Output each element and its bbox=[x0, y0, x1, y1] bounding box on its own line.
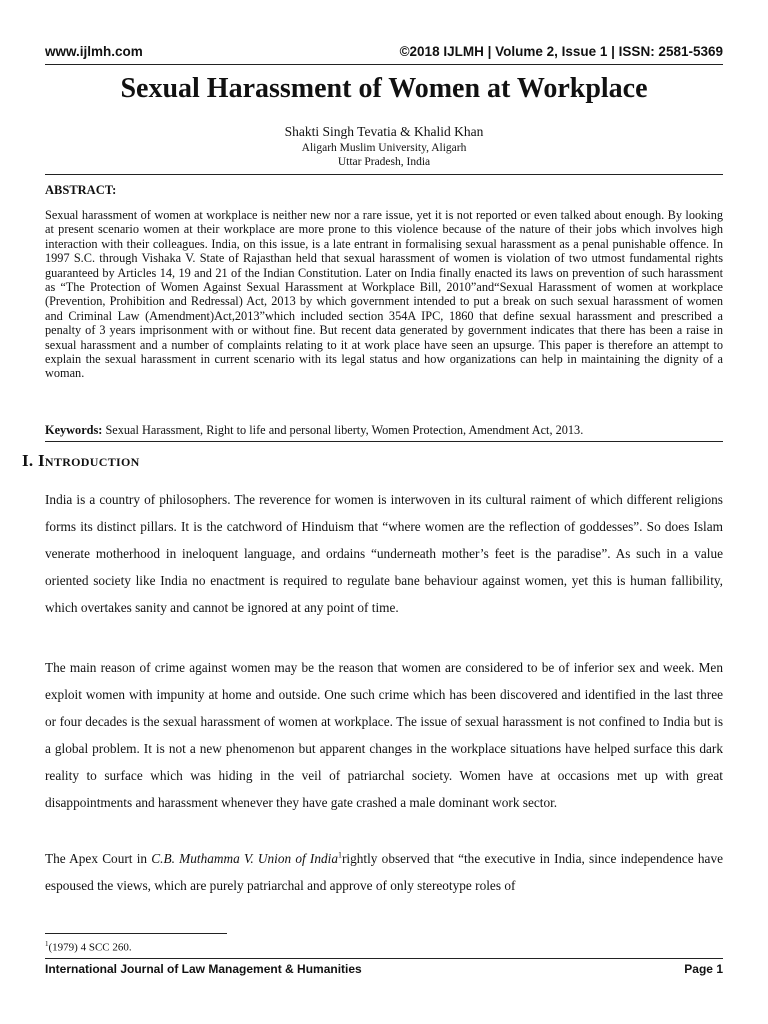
paper-authors: Shakti Singh Tevatia & Khalid Khan bbox=[284, 124, 484, 139]
abstract-bottom-rule bbox=[45, 441, 723, 442]
para3-lead: The Apex Court in bbox=[45, 851, 152, 866]
abstract-top-rule bbox=[45, 174, 723, 175]
journal-name: International Journal of Law Management & Humanities bbox=[45, 962, 362, 976]
body-paragraph-1: India is a country of philosophers. The reverence for women is interwoven in its cultural raiment of which different religions forms its distinct pillars. It is the catchword of Hinduism that “where women are the reflection of goddesses”. So does Islam venerate motherhood in ineloquent language, and ordains “underneath mother’s feet is the paradise”. As such in a value oriented society like India no enactment is required to regulate bane behaviour against women, yet this is human fallibility, which overtakes sanity and cannot be ignored at any point of time. bbox=[45, 492, 723, 615]
abstract-body: Sexual harassment of women at workplace is neither new nor a rare issue, yet it is not reported or even talked about enough. By looking at present scenario women at their workplace are more prone to this violence because of the nature of their jobs which involves high interaction with their colleagues. India, on this issue, is a late entrant in formalising sexual harassment as a penal punishable offence. In 1997 S.C. through Vishaka V. State of Rajasthan held that sexual harassment of women is violation of two utmost fundamental rights guaranteed by Articles 14, 19 and 21 of the Indian Constitution. Later on India finally enacted its laws on prevention of such harassment as “The Protection of Women Against Sexual Harassment at Workplace Bill, 2010”and“Sexual Harassment of women at workplace (Prevention, Prohibition and Redressal) Act, 2013 by which government intended to put a break on such sexual harassment of women and Criminal Law (Amendment)Act,2013”which included section 354A IPC, 1860 that define sexual harassment and prescribed a penalty of 3 years imprisonment with or without fine. But recent data generated by government indicates that there has been a raise in sexual harassment and a number of complaints relating to it at work place have seen an upsurge. This paper is therefore an attempt to explain the sexual harassment in current scenario with its legal status and how organizations can help in maintaining the dignity of a woman. bbox=[45, 208, 723, 381]
running-header bbox=[45, 44, 723, 64]
footnote-reference[interactable]: 1 bbox=[338, 850, 342, 860]
running-footer bbox=[45, 962, 723, 980]
keywords-label: Keywords: bbox=[45, 423, 103, 437]
issue-info: ©2018 IJLMH | Volume 2, Issue 1 | ISSN: 2581-5369 bbox=[399, 44, 723, 59]
footnote-rule bbox=[45, 933, 227, 934]
footer-rule bbox=[45, 958, 723, 959]
keywords-line bbox=[45, 423, 723, 437]
keywords-list: Sexual Harassment, Right to life and personal liberty, Women Protection, Amendment Act, 2013. bbox=[102, 423, 584, 437]
footnote-marker: 1 bbox=[45, 940, 49, 948]
section-heading-introduction: I. Introduction bbox=[22, 451, 140, 470]
author-affiliation-university: Aligarh Muslim University, Aligarh bbox=[301, 142, 467, 154]
header-rule bbox=[45, 64, 723, 65]
paper-title: Sexual Harassment of Women at Workplace bbox=[120, 73, 648, 104]
author-affiliation-location: Uttar Pradesh, India bbox=[337, 156, 431, 168]
body-paragraph-2: The main reason of crime against women may be the reason that women are considered to be of inferior sex and week. Men exploit women with impunity at home and outside. One such crime which has been discovered and identified in the last three or four decades is the sexual harassment of women at workplace. The issue of sexual harassment is not confined to India but is a global problem. It is not a new phenomenon but apparent changes in the workplace situations have helped surface this dark reality to surface which was hiding in the veil of patriarchal society. Women have at occasions met up with great disappointments and harassment whenever they have gate crashed a male dominant work sector. bbox=[45, 660, 723, 810]
journal-website: www.ijlmh.com bbox=[45, 44, 143, 59]
case-citation: C.B. Muthamma V. Union of India bbox=[151, 851, 338, 866]
para3-text: rightly observed that “the executive in India, since independence have espoused the views, which are purely patriarchal and approve of only stereotype roles of bbox=[45, 851, 724, 893]
body-paragraph-3 bbox=[45, 845, 723, 899]
page-number: Page 1 bbox=[684, 962, 723, 976]
abstract-heading: ABSTRACT: bbox=[45, 183, 117, 197]
footnote-1 bbox=[45, 937, 132, 955]
footnote-text: (1979) 4 SCC 260. bbox=[48, 941, 132, 954]
